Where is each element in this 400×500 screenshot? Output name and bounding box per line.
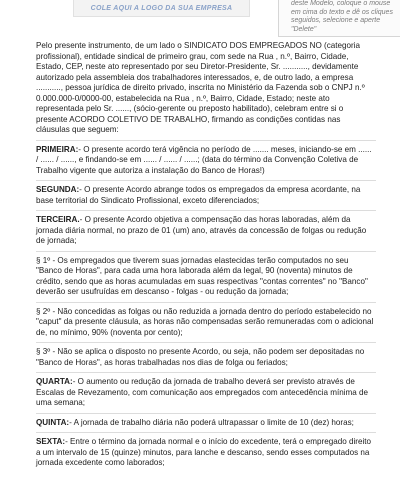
clause-sexta <box>36 437 376 469</box>
document-body <box>36 41 376 469</box>
divider <box>36 251 376 252</box>
divider <box>36 140 376 141</box>
clause-text: § 2º - Não concedidas as folgas ou não reduzida a jornada dentro do período estabelecido no "caput" da presente cláusula, as horas não compensadas serão remuneradas com o adicional de, no mínimo, 90% (noventa por cento); <box>36 306 374 337</box>
clause-label: SEGUNDA: <box>36 185 80 194</box>
clause-quinta <box>36 418 376 429</box>
divider <box>36 210 376 211</box>
divider <box>36 342 376 343</box>
clause-text: § 1º - Os empregados que tiverem suas jornadas elastecidas terão computados no seu "Banco de Horas", para cada uma hora laborada além da legal, 90 (noventa) minutos de crédito, sendo que as horas acumuladas em suas respectivas "contas correntes" no "Banco" deverão ser usufruídas em descanso - folgas - ou redução da jornada; <box>36 255 368 296</box>
divider <box>36 413 376 414</box>
clause-text: § 3º - Não se aplica o disposto no presente Acordo, ou seja, não podem ser depositadas no "Banco de Horas", as horas trabalhadas nos dias de folga ou feriados; <box>36 347 365 367</box>
clause-label: SEXTA: <box>36 437 66 446</box>
clause-label: QUARTA: <box>36 377 73 386</box>
clause-terceira <box>36 215 376 247</box>
clause-text: - O presente Acordo abrange todos os empregados da empresa acordante, na base territorial do Sindicato Profissional, exceto diferenciados; <box>36 185 361 205</box>
logo-placeholder[interactable] <box>73 0 250 17</box>
clause-terceira-paragraph-3 <box>36 347 376 368</box>
logo-placeholder-text: COLE AQUI A LOGO DA SUA EMPRESA <box>90 4 233 12</box>
divider <box>36 372 376 373</box>
clause-terceira-paragraph-1 <box>36 256 376 298</box>
preamble-paragraph: Pelo presente instrumento, de um lado o SINDICATO DOS EMPREGADOS NO (categoria profissional), entidade sindical de primeiro grau, com sede na Rua , n.º, Bairro, Cidade, Estado, CEP, neste ato representado por seu Diretor-Presidente, Sr. ..........., devidamente autorizado pela assembleia dos trabalhadores interessados, e, de outro lado, a empresa ..........., pessoa jurídica de direito privado, inscrita no Ministério da Fazenda sob o CNPJ n.º 0.000.000-0/0000-00, estabelecida na Rua , n.º, Bairro, Cidade, Estado; neste ato representada pelo Sr. ......, (sócio-gerente ou preposto habilitado), celebram entre si o presente ACORDO COLETIVO DE TRABALHO, firmando as condições contidas nas cláusulas que seguem: <box>36 41 365 134</box>
clause-text: - A jornada de trabalho diária não poderá ultrapassar o limite de 10 (dez) horas; <box>69 417 354 427</box>
clause-primeira <box>36 145 376 177</box>
editing-note: deste Modelo, coloque o mouse em cima do texto e dê os cliques seguidos, selecione e aperte "Delete" <box>278 0 400 37</box>
clause-terceira-paragraph-2 <box>36 307 376 339</box>
clause-label: QUINTA: <box>36 417 70 427</box>
divider <box>36 302 376 303</box>
clause-label: TERCEIRA. <box>36 215 80 224</box>
clause-text: - O aumento ou redução da jornada de trabalho deverá ser previsto através de Escalas de Revezamento, com comunicação aos empregados com antecedência mínima de uma semana; <box>36 377 369 407</box>
clause-text: - Entre o término da jornada normal e o início do excedente, terá o empregado direito a um intervalo de 15 (quinze) minutos, para lanche e descanso, sendo esses computados na jornada excedente como laborados; <box>36 437 372 467</box>
clause-segunda <box>36 185 376 206</box>
divider <box>36 432 376 433</box>
clause-label: PRIMEIRA: <box>36 144 79 154</box>
clause-quarta <box>36 377 376 409</box>
clause-text: - O presente Acordo objetiva a compensação das horas laboradas, além da jornada diária normal, no prazo de 01 (um) ano, através da concessão de folgas ou redução de jornada; <box>36 215 367 245</box>
divider <box>36 180 376 181</box>
clause-text: - O presente acordo terá vigência no período de ....... meses, iniciando-se em ...... / ...... / ......, e findando-se em ...... / ...... / ......; (data do término da Convenção Coletiva de Trabalho vigente que autoriza a instalação do Banco de Horas!) <box>36 144 372 175</box>
